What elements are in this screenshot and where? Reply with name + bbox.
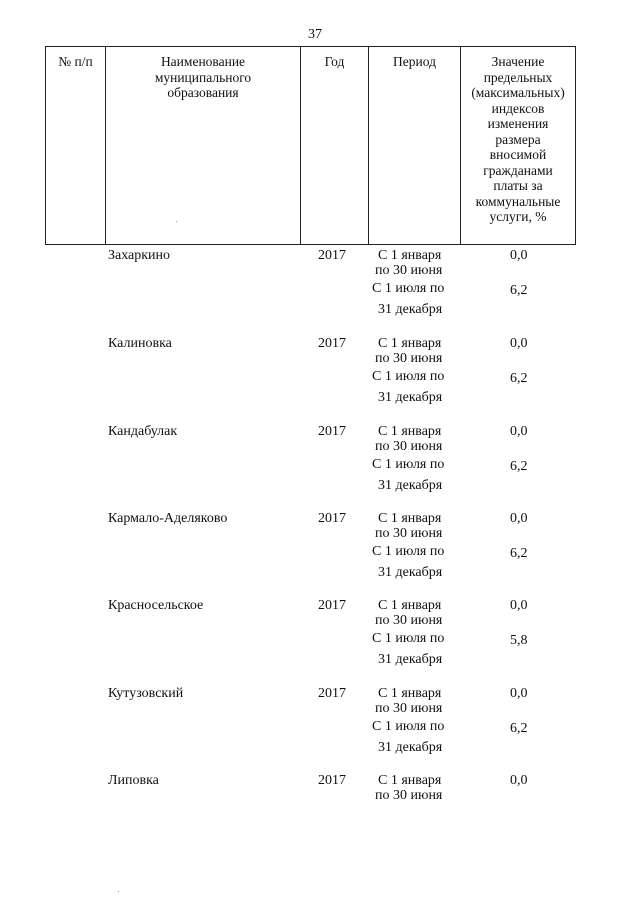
header-period-label: Период <box>393 54 436 69</box>
period-first-line: С 1 января <box>378 248 442 263</box>
period-second-line: С 1 июля по <box>372 369 445 384</box>
page-number: 37 <box>308 27 322 42</box>
period-first-line: С 1 января <box>378 686 442 701</box>
scan-speck <box>118 891 119 892</box>
period-first-line2: по 30 июня <box>375 788 443 803</box>
value-first: 0,0 <box>510 424 528 439</box>
year-cell: 2017 <box>318 248 346 263</box>
header-value-line: (максимальных) <box>471 85 565 100</box>
year-cell: 2017 <box>318 336 346 351</box>
period-first-line2: по 30 июня <box>375 526 443 541</box>
value-first: 0,0 <box>510 248 528 263</box>
value-first: 0,0 <box>510 686 528 701</box>
period-second-line: С 1 июля по <box>372 544 445 559</box>
table-row <box>0 336 640 424</box>
value-second: 6,2 <box>510 721 528 736</box>
header-number-label: № п/п <box>58 54 93 69</box>
header-value <box>460 46 576 245</box>
period-first-line2: по 30 июня <box>375 351 443 366</box>
table-row <box>0 511 640 599</box>
period-first-line: С 1 января <box>378 511 442 526</box>
period-first-line: С 1 января <box>378 598 442 613</box>
period-second-line: С 1 июля по <box>372 719 445 734</box>
header-number <box>45 46 106 245</box>
header-value-line: размера <box>495 131 541 147</box>
value-second: 5,8 <box>510 633 528 648</box>
header-period <box>368 46 461 245</box>
value-first: 0,0 <box>510 773 528 788</box>
header-value-line: Значение <box>491 54 545 69</box>
value-second: 6,2 <box>510 283 528 298</box>
municipality-name: Липовка <box>108 773 159 788</box>
header-name <box>105 46 301 245</box>
year-cell: 2017 <box>318 686 346 701</box>
table-row <box>0 248 640 336</box>
period-first-line2: по 30 июня <box>375 439 443 454</box>
period-second-line2: 31 декабря <box>378 302 443 317</box>
period-second-line2: 31 декабря <box>378 390 443 405</box>
value-second: 6,2 <box>510 546 528 561</box>
header-name-line: муниципального <box>154 69 252 85</box>
header-value-line: предельных <box>483 69 553 85</box>
header-name-line: образования <box>167 85 239 100</box>
period-first-line2: по 30 июня <box>375 613 443 628</box>
period-second-line2: 31 декабря <box>378 652 443 667</box>
period-second-line2: 31 декабря <box>378 478 443 493</box>
period-first-line2: по 30 июня <box>375 701 443 716</box>
period-second-line2: 31 декабря <box>378 740 443 755</box>
value-second: 6,2 <box>510 459 528 474</box>
period-second-line2: 31 декабря <box>378 565 443 580</box>
value-second: 6,2 <box>510 371 528 386</box>
value-first: 0,0 <box>510 336 528 351</box>
table-row <box>0 686 640 774</box>
municipality-name: Кармало-Аделяково <box>108 511 228 526</box>
period-first-line: С 1 января <box>378 424 442 439</box>
header-value-line: платы за <box>493 178 543 193</box>
header-value-line: коммунальные <box>475 193 561 209</box>
value-first: 0,0 <box>510 511 528 526</box>
period-first-line2: по 30 июня <box>375 263 443 278</box>
header-value-line: индексов <box>491 100 545 116</box>
period-second-line: С 1 июля по <box>372 281 445 296</box>
municipality-name: Кутузовский <box>108 686 184 701</box>
municipality-name: Кандабулак <box>108 424 178 439</box>
header-value-line: гражданами <box>483 162 553 178</box>
table-row <box>0 424 640 512</box>
header-value-line: услуги, % <box>489 209 547 224</box>
municipality-name: Красносельское <box>108 598 204 613</box>
year-cell: 2017 <box>318 424 346 439</box>
year-cell: 2017 <box>318 773 346 788</box>
header-value-line: изменения <box>487 116 549 131</box>
header-name-line: Наименование <box>160 54 246 69</box>
table-row <box>0 598 640 686</box>
municipality-name: Калиновка <box>108 336 172 351</box>
period-first-line: С 1 января <box>378 336 442 351</box>
header-year <box>300 46 369 245</box>
year-cell: 2017 <box>318 511 346 526</box>
scan-speck <box>176 221 177 222</box>
header-value-line: вносимой <box>489 147 547 162</box>
period-second-line: С 1 июля по <box>372 457 445 472</box>
municipality-name: Захаркино <box>108 248 171 263</box>
year-cell: 2017 <box>318 598 346 613</box>
period-first-line: С 1 января <box>378 773 442 788</box>
header-year-label: Год <box>324 54 345 69</box>
period-second-line: С 1 июля по <box>372 631 445 646</box>
table-row <box>0 773 640 861</box>
value-first: 0,0 <box>510 598 528 613</box>
